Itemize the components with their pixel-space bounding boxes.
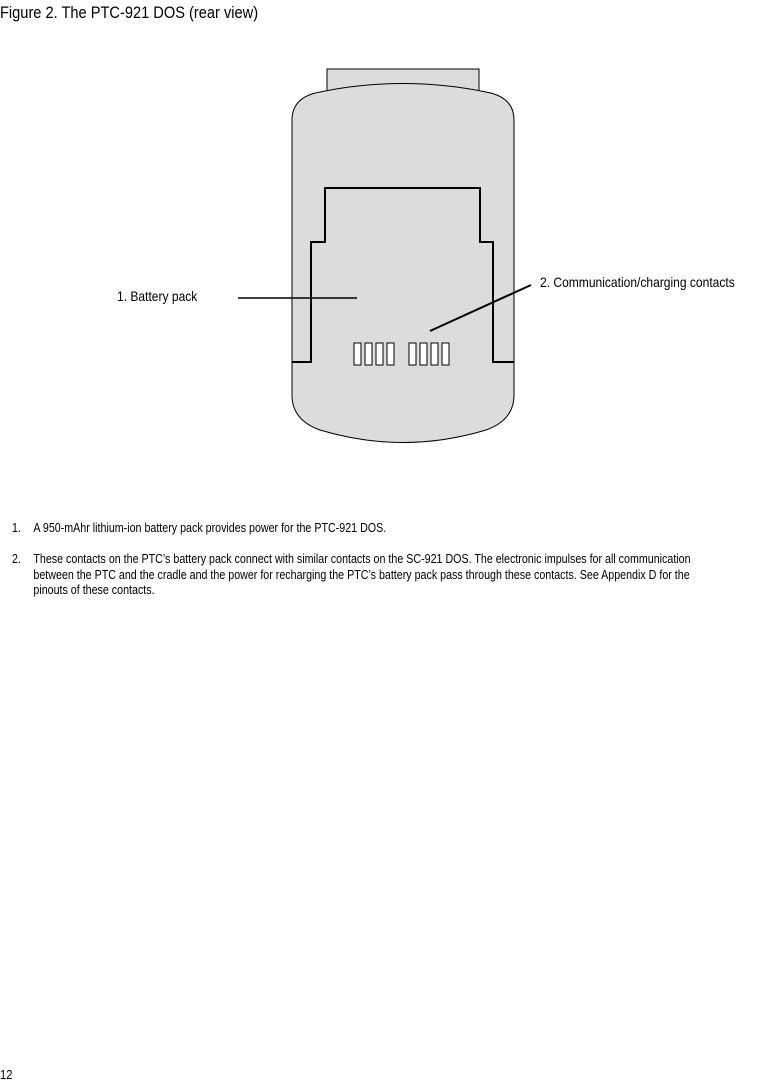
list-item-number: 2. (12, 552, 21, 566)
list-item-line (12, 552, 691, 568)
contact-pin (387, 343, 394, 365)
list-item-line: pinouts of these contacts. (33, 583, 155, 597)
list-item-number: 1. (12, 521, 21, 535)
figure-title: Figure 2. The PTC-921 DOS (rear view) (0, 3, 259, 22)
list-item-line (12, 521, 386, 537)
list-item-text: These contacts on the PTC’s battery pack connect with similar contacts on the SC-921 DOS. The electronic impulses for all communication (33, 552, 691, 566)
contact-pin (442, 343, 449, 365)
contact-pin (354, 343, 361, 365)
battery-pack-body (292, 84, 514, 443)
contact-pin (431, 343, 438, 365)
battery-pack-rear-view-illustration (0, 0, 775, 480)
contact-pin (376, 343, 383, 365)
callout-battery-pack: 1. Battery pack (117, 288, 198, 304)
list-item (12, 552, 691, 599)
list-item-line: between the PTC and the cradle and the power for recharging the PTC’s battery pack pass through these contacts. See Appendix D for the (33, 567, 690, 582)
page-number: 12 (0, 1067, 13, 1082)
contact-pin (409, 343, 416, 365)
contact-pin (420, 343, 427, 365)
contact-pin (365, 343, 372, 365)
list-item (12, 521, 386, 537)
callout-communication-contacts: 2. Communication/charging contacts (540, 274, 735, 290)
list-item-text: A 950-mAhr lithium-ion battery pack provides power for the PTC-921 DOS. (33, 521, 387, 535)
